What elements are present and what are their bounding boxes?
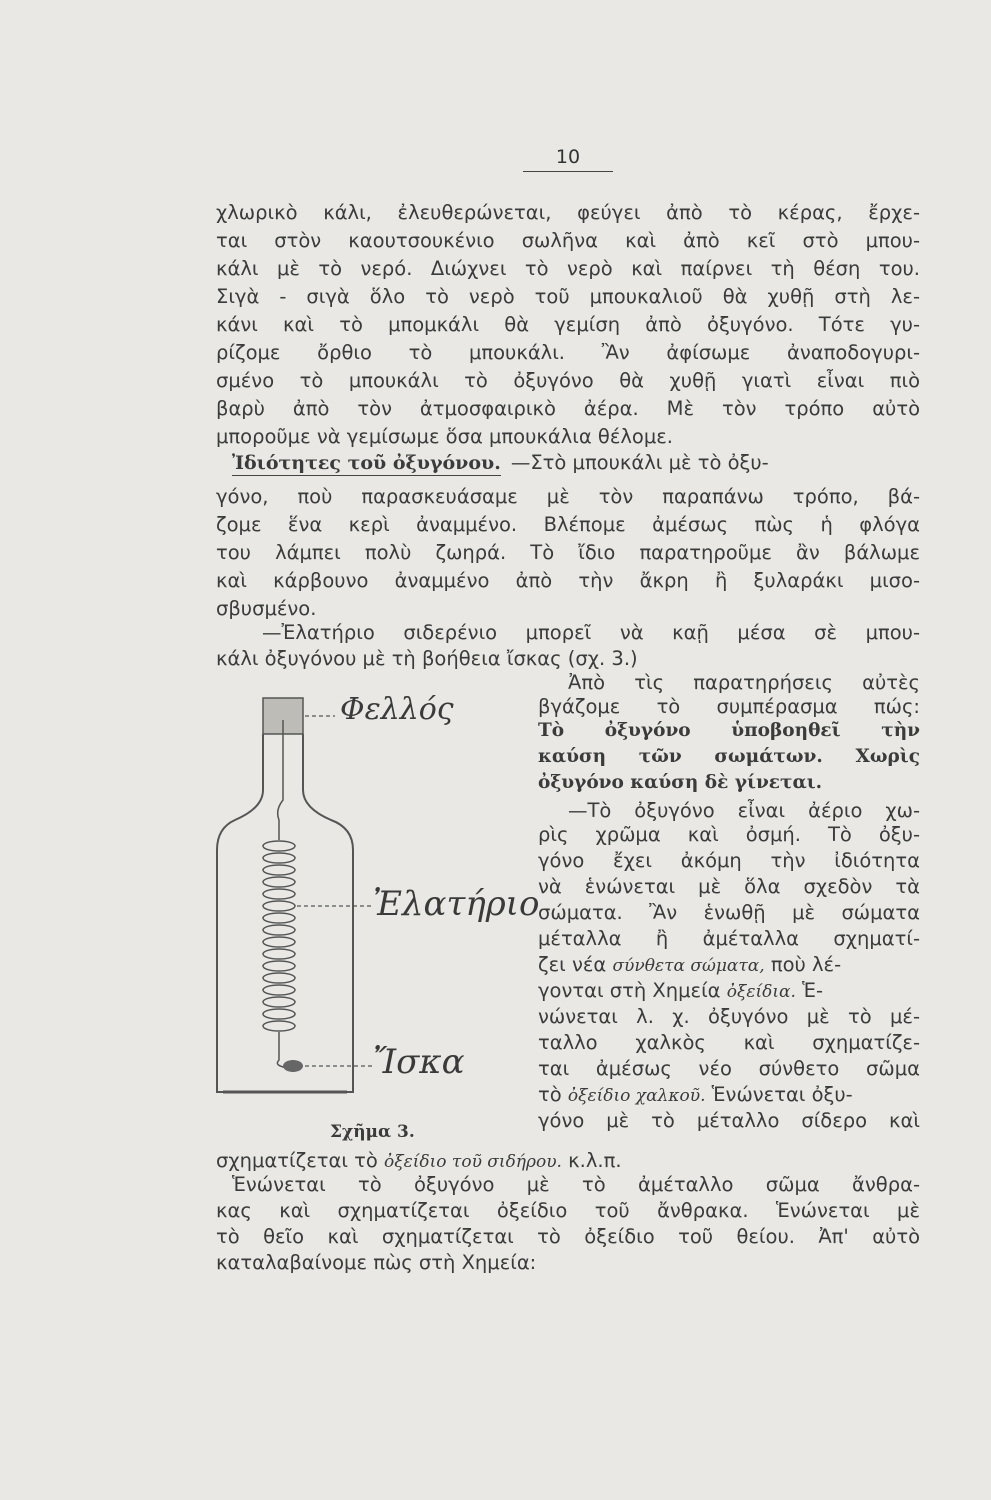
right-text-line-mixed (538, 1082, 853, 1109)
text-line: κάλι ὀξυγόνου μὲ τὴ βοήθεια ἴσκας (σχ. 3.) (216, 647, 638, 670)
text-line: ρίζομε ὄρθιο τὸ μπουκάλι. Ἂν ἀφίσωμε ἀναποδογυρι- (216, 341, 920, 364)
bold-conclusion-line: καύση τῶν σωμάτων. Χωρὶς (538, 746, 920, 767)
section-heading-line (232, 450, 920, 476)
right-text-line: —Τὸ ὀξυγόνο εἶναι ἀέριο χω- (568, 799, 920, 822)
text-line: του λάμπει πολὺ ζωηρά. Τὸ ἴδιο παρατηροῦμε ἂν βάλωμε (216, 541, 920, 564)
italic-term: σύνθετα σώματα, (612, 956, 765, 976)
spring-shape (263, 841, 295, 1068)
text-run: ζει νέα (538, 953, 613, 976)
text-line: καὶ κάρβουνο ἀναμμένο ἀπὸ τὴν ἄκρη ἢ ξυλαράκι μισο- (216, 569, 920, 592)
right-text-line: νώνεται λ. χ. ὀξυγόνο μὲ τὸ μέ- (538, 1005, 920, 1028)
text-line: ται στὸν καουτσουκένιο σωλῆνα καὶ ἀπὸ κεῖ στὸ μπου- (216, 229, 920, 252)
wire-shape (278, 720, 283, 840)
text-run: κ.λ.π. (561, 1149, 622, 1172)
text-line: κας καὶ σχηματίζεται ὀξείδιο τοῦ ἄνθρακα. Ἑνώνεται μὲ (216, 1199, 920, 1222)
text-line-mixed (216, 1148, 622, 1175)
bold-conclusion-line: ὀξυγόνο καύση δὲ γίνεται. (538, 772, 823, 793)
right-text-line: μέταλλα ἢ ἀμέταλλα σχηματί- (538, 927, 920, 950)
text-line: Ἑνώνεται τὸ ὀξυγόνο μὲ τὸ ἀμέταλλο σῶμα ἄνθρα- (232, 1173, 920, 1196)
italic-term: ὀξείδιο τοῦ σιδήρου. (384, 1152, 562, 1172)
text-line: Σιγὰ - σιγὰ ὅλο τὸ νερὸ τοῦ μπουκαλιοῦ θὰ χυθῇ στὴ λε- (216, 285, 920, 308)
text-run: Ἑνώνεται ὀξυ- (705, 1083, 853, 1106)
text-line: κάλι μὲ τὸ νερό. Διώχνει τὸ νερὸ καὶ παίρνει τὴ θέση του. (216, 257, 920, 280)
bold-conclusion-line: Τὸ ὀξυγόνο ὑποβοηθεῖ τὴν (538, 720, 920, 741)
right-text-line: ταλλο χαλκὸς καὶ σχηματίζε- (538, 1031, 920, 1054)
cork-label: Φελλός (340, 692, 454, 727)
heading-continuation: —Στὸ μπουκάλι μὲ τὸ ὀξυ- (510, 451, 769, 474)
tinder-shape (283, 1060, 303, 1072)
right-text-line: ται ἀμέσως νέο σύνθετο σῶμα (538, 1057, 920, 1080)
right-text-line: ρὶς χρῶμα καὶ ὀσμή. Τὸ ὀξυ- (538, 823, 920, 846)
figure-caption: Σχῆμα 3. (330, 1122, 415, 1142)
text-run: τὸ (538, 1083, 568, 1106)
text-line: καταλαβαίνομε πὼς στὴ Χημεία: (216, 1251, 537, 1274)
right-text-line: Ἀπὸ τὶς παρατηρήσεις αὐτὲς (568, 671, 920, 694)
italic-term: ὀξείδιο χαλκοῦ. (567, 1086, 706, 1106)
text-line: χλωρικὸ κάλι, ἐλευθερώνεται, φεύγει ἀπὸ τὸ κέρας, ἔρχε- (216, 201, 920, 224)
text-run: Ἑ- (795, 979, 824, 1002)
page-number: 10 (523, 146, 613, 168)
text-line: κάνι καὶ τὸ μπομκάλι θὰ γεμίση ἀπὸ ὀξυγόνο. Τότε γυ- (216, 313, 920, 336)
bottle-figure (205, 680, 540, 1110)
text-line: τὸ θεῖο καὶ σχηματίζεται τὸ ὀξείδιο τοῦ θείου. Ἀπ' αὐτὸ (216, 1225, 920, 1248)
section-heading: Ἰδιότητες τοῦ ὀξυγόνου. (232, 452, 501, 474)
text-run: ποὺ λέ- (764, 953, 842, 976)
tinder-label: Ἴσκα (373, 1042, 465, 1082)
right-text-line: βγάζομε τὸ συμπέρασμα πώς: (538, 695, 920, 718)
right-text-line: γόνο μὲ τὸ μέταλλο σίδερο καὶ (538, 1109, 920, 1132)
right-text-line-mixed (538, 952, 841, 979)
text-line: ζομε ἕνα κερὶ ἀναμμένο. Βλέπομε ἀμέσως πὼς ἡ φλόγα (216, 513, 920, 536)
text-line: σβυσμένο. (216, 597, 317, 620)
italic-term: ὀξείδια. (726, 982, 796, 1002)
right-text-line: γόνο ἔχει ἀκόμη τὴν ἰδιότητα (538, 849, 920, 872)
text-line: σμένο τὸ μπουκάλι τὸ ὀξυγόνο θὰ χυθῇ γιατὶ εἶναι πιὸ (216, 369, 920, 392)
text-line: μποροῦμε νὰ γεμίσωμε ὅσα μπουκάλια θέλομε. (216, 425, 674, 448)
spring-label: Ἐλατήριο (373, 884, 540, 924)
text-line: γόνο, ποὺ παρασκευάσαμε μὲ τὸν παραπάνω τρόπο, βά- (216, 485, 920, 508)
right-text-line: σώματα. Ἂν ἑνωθῇ μὲ σώματα (538, 901, 920, 924)
text-line: βαρὺ ἀπὸ τὸν ἀτμοσφαιρικὸ ἀέρα. Μὲ τὸν τρόπο αὐτὸ (216, 397, 920, 420)
right-text-line-mixed (538, 978, 823, 1005)
text-run: γονται στὴ Χημεία (538, 979, 727, 1002)
text-run: σχηματίζεται τὸ (216, 1149, 384, 1172)
text-line: —Ἐλατήριο σιδερένιο μπορεῖ νὰ καῇ μέσα σὲ μπου- (262, 621, 920, 644)
right-text-line: νὰ ἑνώνεται μὲ ὅλα σχεδὸν τὰ (538, 875, 920, 898)
